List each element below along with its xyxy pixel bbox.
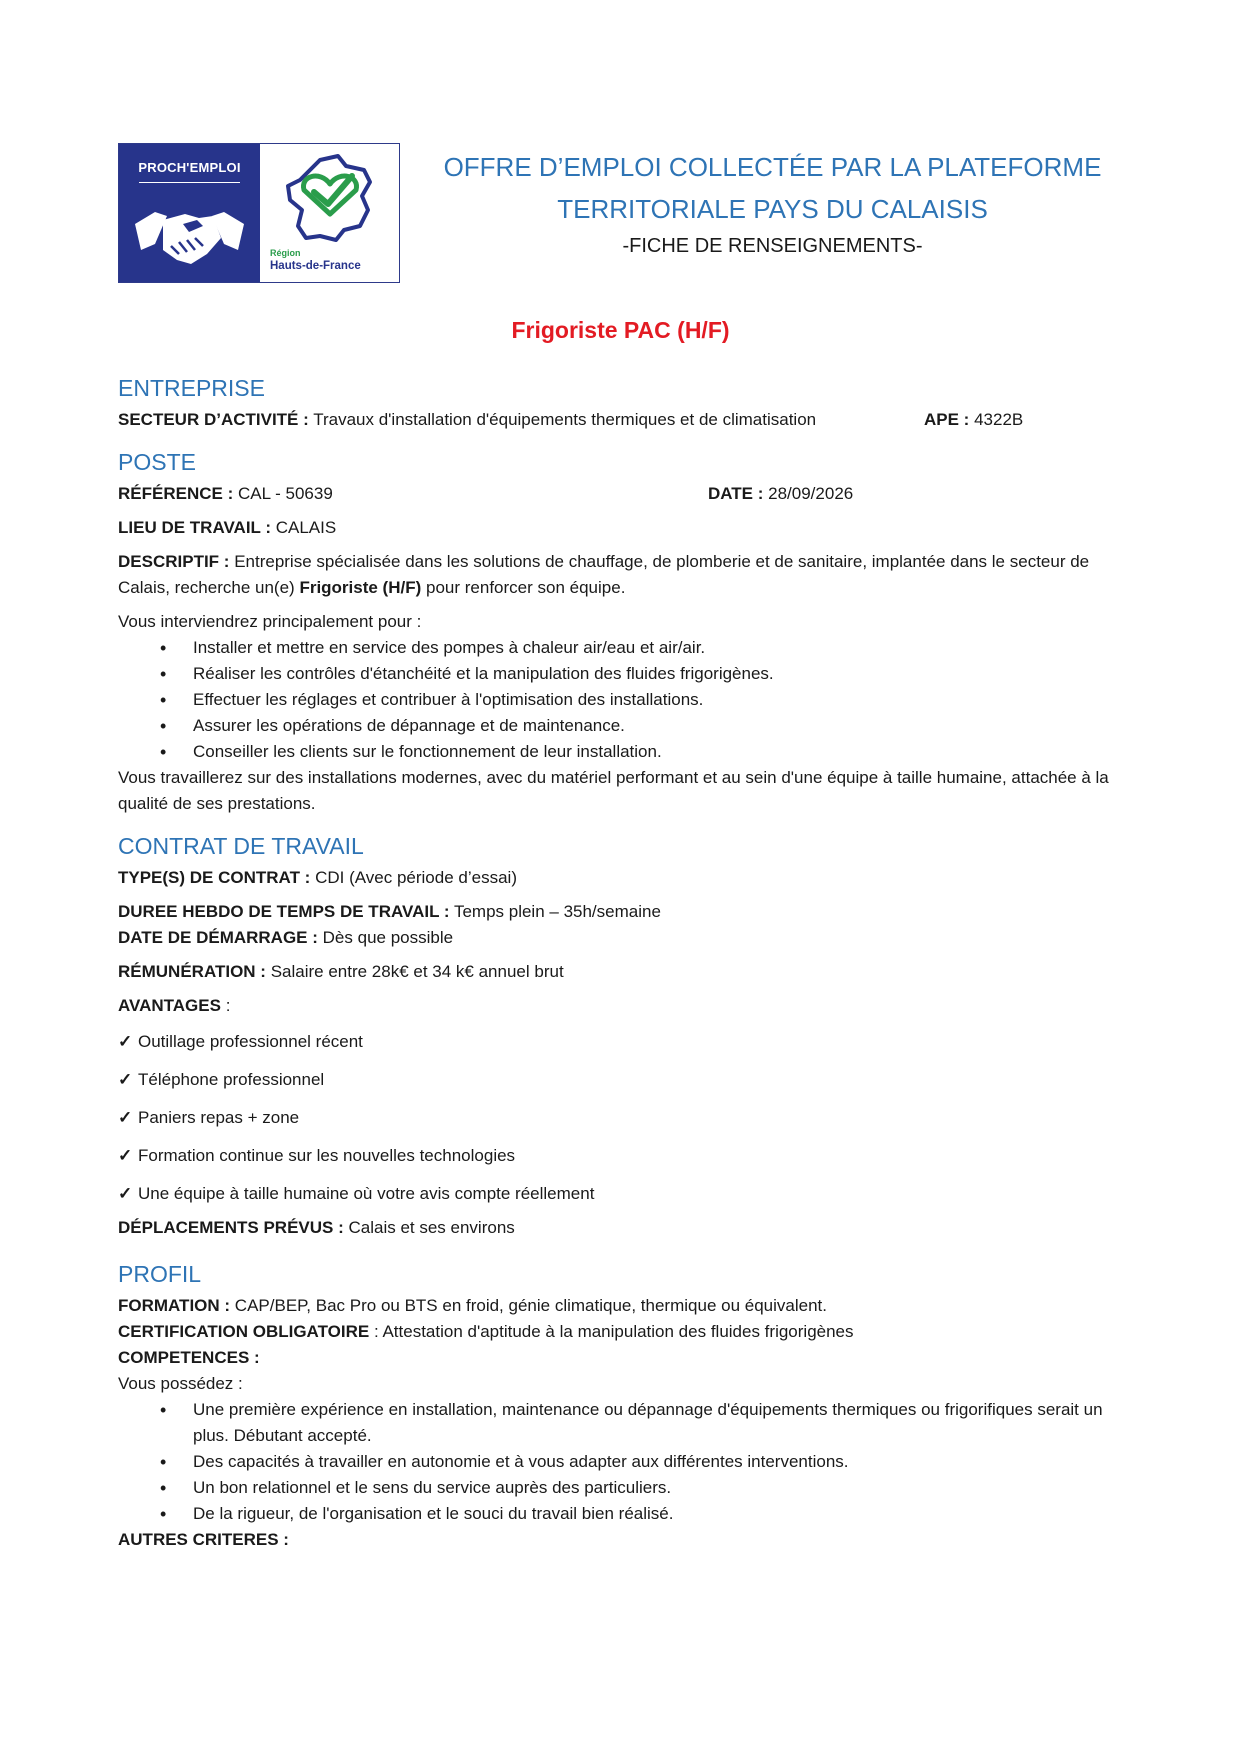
duree-value: Temps plein – 35h/semaine: [453, 902, 661, 921]
poste-closing-text: Vous travaillerez sur des installations modernes, avec du matériel performant et au sein d'une équipe à taille humaine, attachée à la qualité de ses prestations.: [118, 768, 1109, 813]
list-item: • Conseiller les clients sur le fonctionnement de leur installation.: [193, 739, 1118, 765]
france-map-heart-icon: [280, 152, 380, 244]
date-value: 28/09/2026: [768, 484, 854, 503]
reference-label: RÉFÉRENCE :: [118, 484, 234, 503]
section-heading-profil: PROFIL: [118, 1261, 202, 1287]
list-item: • De la rigueur, de l'organisation et le souci du travail bien réalisé.: [193, 1501, 1118, 1527]
list-item: • Une première expérience en installation, maintenance ou dépannage d'équipements thermiques ou frigorifiques serait un plus. Débutant accepté.: [193, 1397, 1118, 1449]
lieu-value: CALAIS: [275, 518, 337, 537]
avantages-heading: [118, 993, 1118, 1019]
logo-brand-panel: [119, 144, 260, 282]
check-icon: ✓: [118, 1184, 133, 1203]
handshake-icon: [133, 194, 246, 274]
list-item: • Effectuer les réglages et contribuer à l'optimisation des installations.: [193, 687, 1118, 713]
avantage-item: [118, 1181, 1118, 1207]
section-heading-poste: POSTE: [118, 449, 196, 475]
ape-field: [924, 407, 1023, 433]
secteur-label: SECTEUR D’ACTIVITÉ :: [118, 410, 309, 429]
document-subtitle: -FICHE DE RENSEIGNEMENTS-: [622, 235, 923, 257]
secteur-field: [118, 407, 924, 433]
job-title: Frigoriste PAC (H/F): [511, 317, 730, 343]
formation-field: [118, 1293, 1118, 1319]
lieu-field: [118, 515, 1118, 541]
certification-label: CERTIFICATION OBLIGATOIRE: [118, 1322, 370, 1341]
missions-intro: Vous interviendrez principalement pour :: [118, 612, 422, 631]
document-body: [118, 373, 1118, 1553]
formation-label: FORMATION :: [118, 1296, 231, 1315]
avantage-item: [118, 1029, 1118, 1055]
list-item: • Des capacités à travailler en autonomie et à vous adapter aux différentes interventions.: [193, 1449, 1118, 1475]
duree-label: DUREE HEBDO DE TEMPS DE TRAVAIL :: [118, 902, 450, 921]
certification-value: : Attestation d'aptitude à la manipulation des fluides frigorigènes: [373, 1322, 854, 1341]
date-label: DATE :: [708, 484, 764, 503]
remuneration-label: RÉMUNÉRATION :: [118, 962, 266, 981]
certification-field: [118, 1319, 1118, 1345]
logo-region-label: Région: [270, 248, 301, 258]
demarrage-label: DATE DE DÉMARRAGE :: [118, 928, 318, 947]
ape-label: APE :: [924, 410, 970, 429]
list-item: • Assurer les opérations de dépannage et de maintenance.: [193, 713, 1118, 739]
avantages-label: AVANTAGES: [118, 996, 221, 1015]
document-title: [420, 146, 1125, 230]
avantage-text: Téléphone professionnel: [138, 1070, 325, 1089]
avantage-item: [118, 1105, 1118, 1131]
list-item: • Installer et mettre en service des pompes à chaleur air/eau et air/air.: [193, 635, 1118, 661]
document-title-line1: OFFRE D’EMPLOI COLLECTÉE PAR LA PLATEFORME: [443, 152, 1102, 182]
check-icon: ✓: [118, 1108, 133, 1127]
deplacements-field: [118, 1215, 1118, 1241]
avantage-text: Une équipe à taille humaine où votre avis compte réellement: [138, 1184, 595, 1203]
date-field: [708, 481, 853, 507]
deplacements-label: DÉPLACEMENTS PRÉVUS :: [118, 1218, 344, 1237]
logo-divider: [139, 182, 240, 183]
descriptif-text: Entreprise spécialisée dans les solutions de chauffage, de plomberie et de sanitaire, implantée dans le secteur de Calais, recherche un(e): [118, 552, 1090, 597]
autres-criteres-label: AUTRES CRITERES :: [118, 1530, 289, 1549]
avantage-text: Paniers repas + zone: [138, 1108, 300, 1127]
descriptif-text-end: pour renforcer son équipe.: [426, 578, 626, 597]
competences-list: [118, 1397, 1118, 1527]
ape-value: 4322B: [974, 410, 1024, 429]
avantages-colon: :: [225, 996, 231, 1015]
contrat-type-field: [118, 865, 1118, 891]
demarrage-value: Dès que possible: [322, 928, 454, 947]
secteur-value: Travaux d'installation d'équipements thermiques et de climatisation: [313, 410, 817, 429]
document-title-line2: TERRITORIALE PAYS DU CALAISIS: [557, 194, 988, 224]
section-heading-contrat: CONTRAT DE TRAVAIL: [118, 833, 364, 859]
descriptif-job-name: Frigoriste (H/F): [299, 578, 422, 597]
competences-label: COMPETENCES :: [118, 1348, 260, 1367]
demarrage-field: [118, 925, 1118, 951]
remuneration-value: Salaire entre 28k€ et 34 k€ annuel brut: [270, 962, 564, 981]
entreprise-secteur-row: [118, 407, 1118, 433]
formation-value: CAP/BEP, Bac Pro ou BTS en froid, génie climatique, thermique ou équivalent.: [234, 1296, 827, 1315]
section-heading-entreprise: ENTREPRISE: [118, 375, 265, 401]
check-icon: ✓: [118, 1032, 133, 1051]
deplacements-value: Calais et ses environs: [348, 1218, 515, 1237]
logo-region-name: Hauts-de-France: [270, 260, 361, 272]
missions-list: [118, 635, 1118, 765]
prochemploi-logo: [118, 143, 400, 283]
contrat-type-label: TYPE(S) DE CONTRAT :: [118, 868, 311, 887]
reference-value: CAL - 50639: [237, 484, 333, 503]
avantage-text: Outillage professionnel récent: [138, 1032, 363, 1051]
logo-region-panel: [260, 144, 399, 282]
list-item: • Un bon relationnel et le sens du service auprès des particuliers.: [193, 1475, 1118, 1501]
duree-field: [118, 899, 1118, 925]
contrat-type-value: CDI (Avec période d’essai): [315, 868, 517, 887]
avantage-item: [118, 1067, 1118, 1093]
lieu-label: LIEU DE TRAVAIL :: [118, 518, 271, 537]
poste-reference-row: [118, 481, 1118, 507]
avantage-item: [118, 1143, 1118, 1169]
check-icon: ✓: [118, 1070, 133, 1089]
competences-intro: Vous possédez :: [118, 1374, 243, 1393]
logo-brand-text: PROCH'EMPLOI: [138, 160, 241, 175]
remuneration-field: [118, 959, 1118, 985]
check-icon: ✓: [118, 1146, 133, 1165]
descriptif-label: DESCRIPTIF :: [118, 552, 230, 571]
list-item: • Réaliser les contrôles d'étanchéité et la manipulation des fluides frigorigènes.: [193, 661, 1118, 687]
reference-field: [118, 481, 708, 507]
avantage-text: Formation continue sur les nouvelles technologies: [138, 1146, 516, 1165]
descriptif-field: [118, 549, 1118, 601]
